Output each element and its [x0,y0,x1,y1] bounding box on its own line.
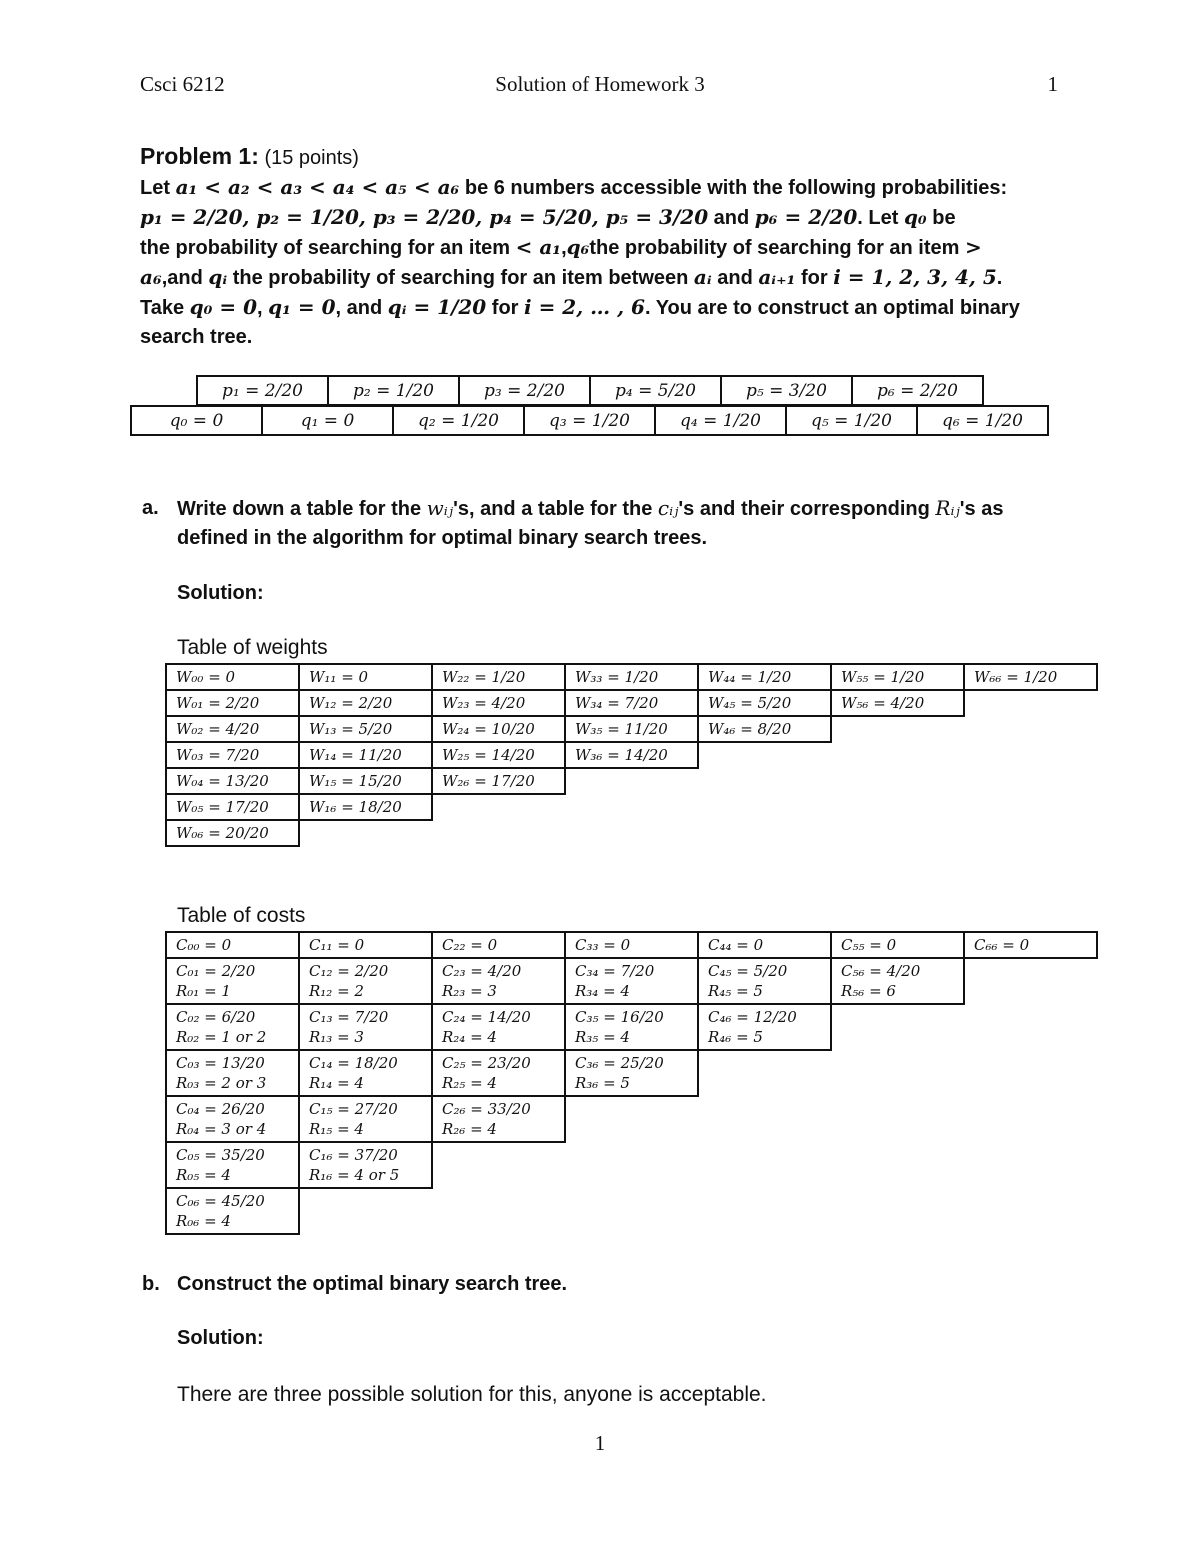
weight-value: W₁₁ = 0 [309,668,369,686]
weight-cell [299,716,432,742]
math-run: < a₁ [515,235,562,259]
root-value: R₄₅ = 5 [708,982,763,1000]
math-run: cᵢⱼ [657,496,679,520]
q-cell [786,406,917,435]
weight-cell [432,690,565,716]
empty-cell [698,1142,831,1188]
cost-cell [565,932,698,958]
math-run: i = 2, … , 6 [524,295,645,319]
empty-cell [565,1142,698,1188]
weight-value: W₀₂ = 4/20 [176,720,260,738]
cost-value: C₁₁ = 0 [309,936,365,954]
costs-table [165,931,1098,1235]
cost-cell [698,1004,831,1050]
empty-cell [831,1004,964,1050]
text-run: and [711,267,759,289]
cost-cell [166,1142,299,1188]
math-run: qᵢ [208,265,228,289]
empty-cell [432,1142,565,1188]
text-run: Take [140,297,190,319]
cost-cell [166,1096,299,1142]
empty-cell [698,794,831,820]
problem-title: Problem 1: [140,143,259,169]
empty-cell [831,1188,964,1234]
q-cell [655,406,786,435]
weight-value: W₂₅ = 14/20 [442,746,535,764]
empty-cell [831,716,964,742]
part-a-label: a. [142,497,159,519]
table-row [166,1188,1097,1234]
document-title: Solution of Homework 3 [495,72,705,96]
empty-cell [831,820,964,846]
root-value: R₅₆ = 6 [841,982,896,1000]
p-cell [197,376,328,405]
cost-value: C₃₅ = 16/20 [575,1008,664,1026]
empty-cell [565,820,698,846]
cost-value: C₃₃ = 0 [575,936,631,954]
text-run: Write down a table for the [177,498,427,520]
empty-cell [964,1142,1097,1188]
root-value: R₂₃ = 3 [442,982,497,1000]
cell-text: q₅ = 1/20 [811,410,892,431]
cost-value: C₂₃ = 4/20 [442,962,522,980]
page-number: 1 [594,1431,606,1455]
weight-value: W₄₅ = 5/20 [708,694,792,712]
text-run: and [708,207,755,229]
cost-value: C₁₂ = 2/20 [309,962,389,980]
root-value: R₂₄ = 4 [442,1028,497,1046]
cell-text: p₅ = 3/20 [746,380,827,401]
cost-value: C₄₄ = 0 [708,936,764,954]
math-run: wᵢⱼ [426,496,454,520]
root-value: R₀₄ = 3 or 4 [176,1120,267,1138]
root-value: R₄₆ = 5 [708,1028,763,1046]
table-row [166,932,1097,958]
cost-cell [299,1050,432,1096]
part-b-text: Construct the optimal binary search tree. [177,1273,568,1295]
root-value: R₁₄ = 4 [309,1074,364,1092]
weight-cell [565,716,698,742]
weight-cell [166,820,299,846]
math-run: i = 1, 2, 3, 4, 5 [833,265,997,289]
weight-value: W₃₃ = 1/20 [575,668,659,686]
text-run: for [795,267,834,289]
weight-value: W₂₆ = 17/20 [442,772,535,790]
math-run: qᵢ = 1/20 [387,295,487,319]
empty-cell [432,1188,565,1234]
cell-text: q₀ = 0 [169,410,224,431]
cost-cell [831,958,964,1004]
weight-value: W₁₄ = 11/20 [309,746,402,764]
text-run: Let [140,177,176,199]
p-cell [328,376,459,405]
cost-cell [432,1004,565,1050]
weight-value: W₀₅ = 17/20 [176,798,269,816]
weight-value: W₄₆ = 8/20 [708,720,792,738]
weight-cell [565,690,698,716]
q-cell [131,406,262,435]
cell-text: p₃ = 2/20 [484,380,565,401]
text-run: , [561,237,567,259]
empty-cell [698,742,831,768]
root-value: R₁₆ = 4 or 5 [309,1166,400,1184]
cell-text: p₄ = 5/20 [615,380,696,401]
page-header [140,72,1060,100]
empty-cell [831,794,964,820]
cost-cell [698,932,831,958]
weight-value: W₃₆ = 14/20 [575,746,668,764]
table-row [166,742,1097,768]
cost-value: C₀₂ = 6/20 [176,1008,256,1026]
weight-value: W₃₅ = 11/20 [575,720,668,738]
empty-cell [698,768,831,794]
text-run: . Let [857,207,904,229]
weight-cell [299,690,432,716]
part-b-label: b. [142,1273,160,1295]
cost-cell [299,1004,432,1050]
cost-value: C₁₄ = 18/20 [309,1054,398,1072]
p-cell [590,376,721,405]
cost-value: C₀₁ = 2/20 [176,962,256,980]
weight-cell [166,664,299,690]
empty-cell [432,820,565,846]
root-value: R₁₂ = 2 [309,982,364,1000]
cost-value: C₃₄ = 7/20 [575,962,655,980]
part-a-solution-label: Solution: [177,582,264,604]
root-value: R₀₁ = 1 [176,982,231,1000]
table-row [166,958,1097,1004]
empty-cell [698,1188,831,1234]
math-run: q₀ [903,205,927,229]
math-run: p₆ = 2/20 [754,205,858,229]
cost-value: C₂₆ = 33/20 [442,1100,531,1118]
cost-value: C₂₄ = 14/20 [442,1008,531,1026]
text-run: , and [335,297,388,319]
table-row [166,768,1097,794]
math-run: a₁ < a₂ < a₃ < a₄ < a₅ < a₆ [175,175,460,199]
empty-cell [698,1050,831,1096]
table-row [197,376,983,405]
weight-value: W₀₃ = 7/20 [176,746,260,764]
empty-cell [964,1050,1097,1096]
cell-text: p₆ = 2/20 [877,380,958,401]
empty-cell [565,1096,698,1142]
cost-value: C₀₄ = 26/20 [176,1100,265,1118]
p-cell [852,376,983,405]
cost-value: C₁₅ = 27/20 [309,1100,398,1118]
cost-cell [166,1050,299,1096]
table-row [166,1004,1097,1050]
cost-value: C₄₆ = 12/20 [708,1008,797,1026]
table-row [166,820,1097,846]
text-run: be [926,207,956,229]
cost-value: C₆₆ = 0 [974,936,1030,954]
table-row [166,716,1097,742]
cost-cell [299,932,432,958]
p-probability-table [196,375,984,406]
empty-cell [299,1188,432,1234]
cell-text: p₁ = 2/20 [222,380,303,401]
text-run: 's as defined in the algorithm for optimal binary search trees. [177,498,1004,549]
empty-cell [565,794,698,820]
table-row [166,1096,1097,1142]
weight-cell [166,716,299,742]
weight-cell [698,664,831,690]
weight-cell [299,768,432,794]
table-row [166,690,1097,716]
root-value: R₁₅ = 4 [309,1120,364,1138]
cost-cell [299,1096,432,1142]
table-row [131,406,1048,435]
weights-table [165,663,1098,847]
text-run: 's and their corresponding [678,498,936,520]
weight-value: W₁₆ = 18/20 [309,798,402,816]
root-value: R₁₃ = 3 [309,1028,364,1046]
empty-cell [299,820,432,846]
weight-value: W₀₆ = 20/20 [176,824,269,842]
text-run: 's, and a table for the [453,498,658,520]
cell-text: q₄ = 1/20 [680,410,761,431]
weight-cell [432,742,565,768]
cell-text: q₁ = 0 [300,410,355,431]
cost-value: C₀₅ = 35/20 [176,1146,265,1164]
cost-cell [432,1096,565,1142]
cost-value: C₂₅ = 23/20 [442,1054,531,1072]
q-cell [393,406,524,435]
empty-cell [698,820,831,846]
cost-cell [166,958,299,1004]
empty-cell [432,794,565,820]
math-run: aᵢ₊₁ [758,265,796,289]
cost-value: C₃₆ = 25/20 [575,1054,664,1072]
text-run: the probability of searching for an item [589,237,965,259]
course-code: Csci 6212 [140,72,225,96]
cost-value: C₅₅ = 0 [841,936,897,954]
part-a-text [177,494,1057,553]
root-value: R₀₃ = 2 or 3 [176,1074,267,1092]
weight-value: W₀₄ = 13/20 [176,772,269,790]
math-run: > [964,235,982,259]
cost-cell [166,1188,299,1234]
empty-cell [698,1096,831,1142]
weight-cell [831,690,964,716]
weight-cell [698,716,831,742]
empty-cell [964,768,1097,794]
empty-cell [964,1096,1097,1142]
empty-cell [964,742,1097,768]
weight-value: W₀₁ = 2/20 [176,694,260,712]
weight-value: W₂₂ = 1/20 [442,668,526,686]
empty-cell [964,690,1097,716]
weight-cell [166,794,299,820]
cost-cell [565,1004,698,1050]
weight-cell [565,742,698,768]
root-value: R₀₂ = 1 or 2 [176,1028,267,1046]
weight-value: W₁₂ = 2/20 [309,694,393,712]
problem-points: (15 points) [264,147,359,169]
empty-cell [831,1050,964,1096]
text-run: , [257,297,269,319]
table-row [166,664,1097,690]
cell-text: p₂ = 1/20 [353,380,434,401]
weight-value: W₂₄ = 10/20 [442,720,535,738]
weight-value: W₅₅ = 1/20 [841,668,925,686]
cost-cell [432,1050,565,1096]
cost-value: C₅₆ = 4/20 [841,962,921,980]
empty-cell [831,768,964,794]
weights-table-caption: Table of weights [177,636,328,659]
table-row [166,1142,1097,1188]
empty-cell [964,716,1097,742]
text-run: the probability of searching for an item between [227,267,694,289]
weight-value: W₁₅ = 15/20 [309,772,402,790]
empty-cell [831,1096,964,1142]
cost-cell [432,932,565,958]
weight-cell [166,742,299,768]
weight-cell [299,664,432,690]
weight-cell [299,742,432,768]
text-run: . You are to construct an optimal binary search tree. [140,297,1020,348]
cost-value: C₀₆ = 45/20 [176,1192,265,1210]
weight-cell [565,664,698,690]
root-value: R₂₅ = 4 [442,1074,497,1092]
root-value: R₀₆ = 4 [176,1212,231,1230]
math-run: p₁ = 2/20, p₂ = 1/20, p₃ = 2/20, p₄ = 5/20, p₅ = 3/20 [140,205,709,229]
weight-cell [166,690,299,716]
problem-title-line [140,142,1070,173]
cost-cell [831,932,964,958]
cost-cell [565,958,698,1004]
text-run: ,and [161,267,209,289]
cost-value: C₀₃ = 13/20 [176,1054,265,1072]
root-value: R₃₄ = 4 [575,982,630,1000]
problem-statement [140,142,1070,352]
cell-text: q₃ = 1/20 [549,410,630,431]
weight-cell [964,664,1097,690]
empty-cell [964,958,1097,1004]
cost-cell [565,1050,698,1096]
cost-cell [299,1142,432,1188]
weight-cell [166,768,299,794]
cell-text: q₂ = 1/20 [418,410,499,431]
weight-cell [432,716,565,742]
empty-cell [831,1142,964,1188]
empty-cell [565,768,698,794]
root-value: R₃₅ = 4 [575,1028,630,1046]
cost-cell [299,958,432,1004]
text-run: for [486,297,525,319]
weight-value: W₁₃ = 5/20 [309,720,393,738]
text-run: . [996,267,1003,289]
weight-cell [831,664,964,690]
weight-value: W₂₃ = 4/20 [442,694,526,712]
root-value: R₂₆ = 4 [442,1120,497,1138]
weight-value: W₃₄ = 7/20 [575,694,659,712]
weight-cell [299,794,432,820]
cost-value: C₂₂ = 0 [442,936,498,954]
weight-value: W₅₆ = 4/20 [841,694,925,712]
q-cell [262,406,393,435]
cost-value: C₀₀ = 0 [176,936,232,954]
empty-cell [964,1188,1097,1234]
math-run: q₆ [566,235,590,259]
problem-text [140,173,1070,352]
text-run: be 6 numbers accessible with the following probabilities: [459,177,1008,199]
part-b-solution-label: Solution: [177,1327,264,1349]
math-run: q₁ = 0 [268,295,336,319]
weight-cell [698,690,831,716]
cost-value: C₁₆ = 37/20 [309,1146,398,1164]
table-row [166,794,1097,820]
solution-note: There are three possible solution for this, anyone is acceptable. [177,1383,767,1406]
q-cell [524,406,655,435]
cost-cell [166,932,299,958]
p-cell [721,376,852,405]
cost-cell [432,958,565,1004]
p-cell [459,376,590,405]
cost-value: C₄₅ = 5/20 [708,962,788,980]
math-run: a₆ [140,265,162,289]
table-row [166,1050,1097,1096]
cell-text: q₆ = 1/20 [942,410,1023,431]
text-run: the probability of searching for an item [140,237,516,259]
q-probability-table [130,405,1049,436]
empty-cell [831,742,964,768]
math-run: Rᵢⱼ [935,496,960,520]
empty-cell [964,1004,1097,1050]
weight-cell [432,664,565,690]
empty-cell [964,794,1097,820]
header-page-number: 1 [1047,72,1058,96]
weight-cell [432,768,565,794]
root-value: R₃₆ = 5 [575,1074,630,1092]
cost-cell [964,932,1097,958]
root-value: R₀₅ = 4 [176,1166,231,1184]
math-run: q₀ = 0 [189,295,258,319]
weight-value: W₆₆ = 1/20 [974,668,1058,686]
weight-value: W₄₄ = 1/20 [708,668,792,686]
empty-cell [565,1188,698,1234]
cost-cell [166,1004,299,1050]
q-cell [917,406,1048,435]
cost-value: C₁₃ = 7/20 [309,1008,389,1026]
costs-table-caption: Table of costs [177,904,306,927]
weight-value: W₀₀ = 0 [176,668,236,686]
cost-cell [698,958,831,1004]
math-run: aᵢ [693,265,712,289]
empty-cell [964,820,1097,846]
